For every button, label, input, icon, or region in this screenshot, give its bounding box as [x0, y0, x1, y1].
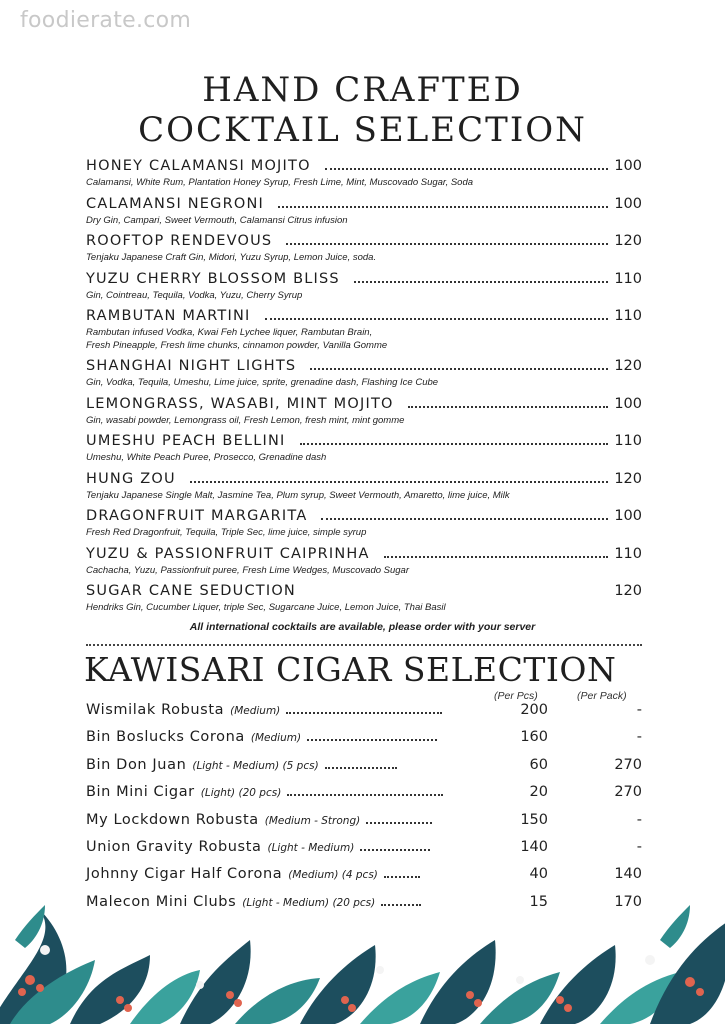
cocktail-description: Dry Gin, Campari, Sweet Vermouth, Calamansi Citrus infusion [86, 214, 348, 226]
cigar-price-per-pack: - [636, 729, 642, 746]
dot-leader [408, 406, 608, 408]
cocktail-description: Cachacha, Yuzu, Passionfruit puree, Fresh Lime Wedges, Muscovado Sugar [86, 564, 409, 576]
cocktail-price: 120 [614, 358, 642, 374]
cigar-item [86, 757, 642, 784]
section-divider [86, 644, 642, 646]
cigar-name: Malecon Mini Clubs [86, 893, 237, 910]
cocktail-price: 120 [614, 583, 642, 599]
cocktail-item [86, 508, 642, 546]
cigar-name: My Lockdown Robusta [86, 811, 259, 828]
per-pcs-header: (Per Pcs) [494, 690, 538, 702]
cocktail-price: 100 [614, 508, 642, 524]
cocktail-name: RAMBUTAN MARTINI [86, 308, 251, 324]
dot-leader [321, 518, 608, 520]
dot-leader [286, 243, 608, 245]
dot-leader [265, 318, 609, 320]
cocktail-item [86, 471, 642, 509]
dot-leader [366, 822, 432, 824]
cocktail-description: Hendriks Gin, Cucumber Liquer, triple Sec, Sugarcane Juice, Lemon Juice, Thai Basil [86, 602, 446, 613]
cocktail-description: Umeshu, White Peach Puree, Prosecco, Grenadine dash [86, 452, 327, 463]
cocktail-name: UMESHU PEACH BELLINI [86, 433, 286, 449]
dot-leader [300, 443, 609, 445]
cigar-item [86, 866, 642, 893]
cocktail-item [86, 158, 642, 196]
cigar-strength: (Light) (20 pcs) [200, 787, 282, 800]
cigar-name: Bin Don Juan [86, 756, 187, 773]
menu-title-line1: HAND CRAFTED [202, 70, 523, 110]
cigar-price-per-pack: 140 [614, 866, 642, 883]
cigar-item [86, 702, 642, 729]
dot-leader [354, 281, 608, 283]
dot-leader [287, 794, 443, 796]
cocktail-name: SUGAR CANE SEDUCTION [86, 583, 296, 599]
cocktail-price: 110 [614, 433, 642, 449]
dot-leader [278, 206, 608, 208]
per-pack-header: (Per Pack) [577, 690, 627, 702]
cigar-item [86, 812, 642, 839]
cocktail-item [86, 546, 642, 584]
cigar-name: Bin Boslucks Corona [86, 729, 245, 746]
dot-leader [190, 481, 608, 483]
cigar-price-per-pcs: 60 [529, 756, 548, 773]
dot-leader [325, 168, 608, 170]
cigar-price-per-pcs: 200 [520, 702, 548, 718]
cocktail-price: 110 [614, 270, 642, 287]
cigar-item [86, 729, 642, 756]
cocktail-description-line2: Fresh Pineapple, Fresh lime chunks, cinnamon powder, Vanilla Gomme [86, 339, 388, 351]
cocktail-name: YUZU CHERRY BLOSSOM BLISS [86, 270, 340, 287]
cigar-price-per-pcs: 20 [529, 784, 548, 801]
cocktail-name: DRAGONFRUIT MARGARITA [86, 508, 308, 524]
cigar-price-per-pcs: 150 [520, 811, 548, 828]
cocktail-item [86, 271, 642, 309]
cocktail-description: Fresh Red Dragonfruit, Tequila, Triple Sec, lime juice, simple syrup [86, 527, 367, 538]
cigar-name: Bin Mini Cigar [86, 784, 195, 801]
cigar-strength: (Light - Medium) [267, 841, 355, 854]
cigar-price-per-pack: - [636, 811, 642, 828]
cigar-name: Johnny Cigar Half Corona [86, 866, 283, 883]
cigar-item [86, 784, 642, 811]
cigar-name: Union Gravity Robusta [86, 838, 262, 855]
cigar-section-title: KAWISARI CIGAR SELECTION [84, 650, 617, 689]
cocktail-price: 100 [614, 158, 642, 174]
cocktail-name: HUNG ZOU [86, 470, 176, 487]
cocktail-item [86, 196, 642, 234]
cigar-price-per-pack: - [636, 838, 642, 855]
cocktail-description: Gin, wasabi powder, Lemongrass oil, Fresh Lemon, fresh mint, mint gomme [86, 414, 405, 426]
cocktail-description: Calamansi, White Rum, Plantation Honey Syrup, Fresh Lime, Mint, Muscovado Sugar, Soda [86, 177, 474, 188]
cocktail-price: 100 [614, 395, 642, 412]
cocktail-item [86, 583, 642, 621]
cigar-price-per-pcs: 40 [529, 866, 548, 883]
cocktail-price: 110 [614, 308, 642, 324]
cigar-list [86, 702, 642, 921]
cigar-price-per-pack: 270 [614, 784, 642, 801]
dot-leader [384, 876, 420, 878]
leaf-icon [0, 905, 725, 1024]
cigar-strength: (Light - Medium) (20 pcs) [242, 896, 376, 909]
cigar-strength: (Light - Medium) (5 pcs) [192, 759, 319, 772]
cigar-strength: (Medium) [250, 732, 302, 745]
cigar-price-per-pcs: 15 [529, 893, 548, 910]
cocktail-description: Tenjaku Japanese Single Malt, Jasmine Tea, Plum syrup, Sweet Vermouth, Amaretto, lime juice, Milk [86, 489, 510, 501]
cigar-price-per-pack: - [636, 702, 642, 718]
tropical-foliage-illustration [0, 900, 725, 1024]
watermark: foodierate.com [20, 8, 192, 33]
cocktail-name: YUZU & PASSIONFRUIT CAIPRINHA [86, 545, 370, 562]
dot-leader [384, 556, 608, 558]
cocktail-item [86, 396, 642, 434]
cocktail-item [86, 358, 642, 396]
cocktail-price: 120 [614, 233, 642, 249]
cocktail-description: Gin, Vodka, Tequila, Umeshu, Lime juice, sprite, grenadine dash, Flashing Ice Cube [86, 377, 439, 388]
cigar-price-per-pack: 170 [614, 893, 642, 910]
cigar-price-per-pcs: 140 [520, 838, 548, 855]
cocktail-description: Rambutan infused Vodka, Kwai Feh Lychee liquer, Rambutan Brain, [86, 327, 373, 338]
cocktail-item [86, 433, 642, 471]
dot-leader [307, 739, 437, 741]
cocktail-name: ROOFTOP RENDEVOUS [86, 233, 273, 249]
cigar-strength: (Medium) [230, 705, 281, 717]
cocktail-price: 100 [614, 195, 642, 212]
cocktail-name: SHANGHAI NIGHT LIGHTS [86, 358, 297, 374]
cocktail-price: 110 [614, 545, 642, 562]
dot-leader [310, 368, 608, 370]
cigar-strength: (Medium - Strong) [264, 814, 361, 827]
dot-leader [286, 712, 442, 714]
cocktail-note: All international cocktails are available, please order with your server [189, 621, 536, 633]
cigar-strength: (Medium) (4 pcs) [288, 869, 378, 882]
dot-leader [360, 849, 430, 851]
cocktail-price: 120 [614, 470, 642, 487]
cocktail-item [86, 233, 642, 271]
cigar-price-per-pcs: 160 [520, 729, 548, 746]
dot-leader [325, 767, 397, 769]
cigar-name: Wismilak Robusta [86, 702, 225, 718]
cocktail-description: Tenjaku Japanese Craft Gin, Midori, Yuzu Syrup, Lemon Juice, soda. [86, 252, 377, 263]
cigar-price-per-pack: 270 [614, 756, 642, 773]
cocktail-list [86, 158, 642, 621]
cocktail-name: CALAMANSI NEGRONI [86, 195, 264, 212]
menu-title-line2: COCKTAIL SELECTION [138, 110, 587, 150]
cocktail-name: HONEY CALAMANSI MOJITO [86, 158, 311, 174]
cocktail-name: LEMONGRASS, WASABI, MINT MOJITO [86, 395, 394, 412]
cocktail-description: Gin, Cointreau, Tequila, Vodka, Yuzu, Cherry Syrup [86, 289, 303, 301]
cigar-item [86, 839, 642, 866]
cocktail-item [86, 308, 642, 358]
